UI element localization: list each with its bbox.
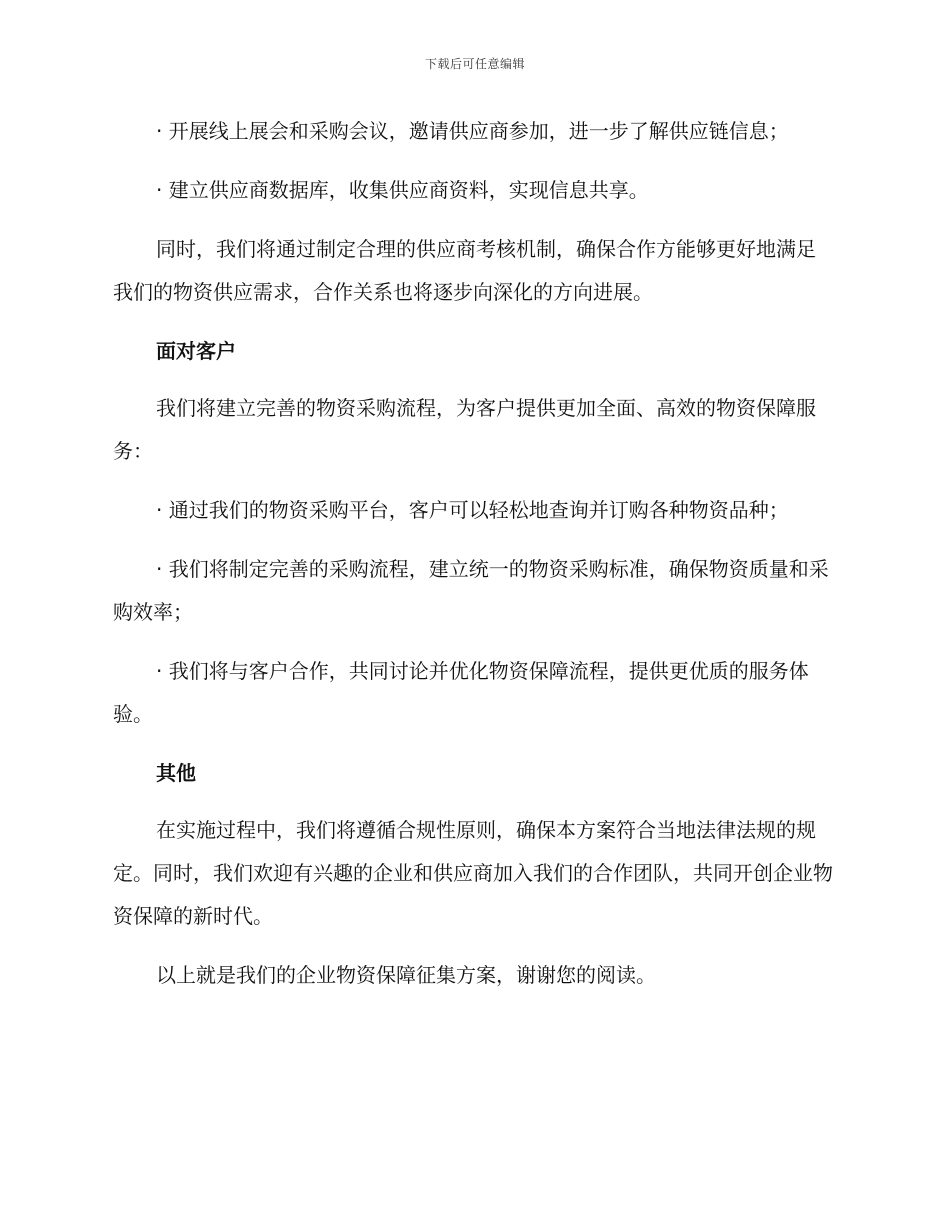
paragraph: · 开展线上展会和采购会议，邀请供应商参加，进一步了解供应链信息； — [156, 119, 789, 143]
paragraph: · 通过我们的物资采购平台，客户可以轻松地查询并订购各种物资品种； — [156, 498, 789, 522]
document-body — [113, 110, 833, 1013]
paragraph: · 我们将制定完善的采购流程，建立统一的物资采购标准，确保物资质量和采购效率； — [113, 557, 829, 624]
paragraph: · 我们将与客户合作，共同讨论并优化物资保障流程，提供更优质的服务体验。 — [113, 659, 809, 726]
paragraph: 同时，我们将通过制定合理的供应商考核机制，确保合作方能够更好地满足我们的物资供应需求，合作关系也将逐步向深化的方向进展。 — [113, 237, 816, 304]
section-heading: 面对客户 — [156, 339, 236, 363]
paragraph: · 建立供应商数据库，收集供应商资料，实现信息共享。 — [156, 178, 649, 202]
header-note: 下载后可任意编辑 — [424, 57, 525, 71]
section-heading: 其他 — [156, 761, 196, 785]
paragraph: 以上就是我们的企业物资保障征集方案，谢谢您的阅读。 — [156, 963, 656, 987]
paragraph: 在实施过程中，我们将遵循合规性原则，确保本方案符合当地法律法规的规定。同时，我们欢迎有兴趣的企业和供应商加入我们的合作团队，共同开创企业物资保障的新时代。 — [113, 818, 833, 928]
paragraph: 我们将建立完善的物资采购流程，为客户提供更加全面、高效的物资保障服务： — [113, 396, 816, 463]
